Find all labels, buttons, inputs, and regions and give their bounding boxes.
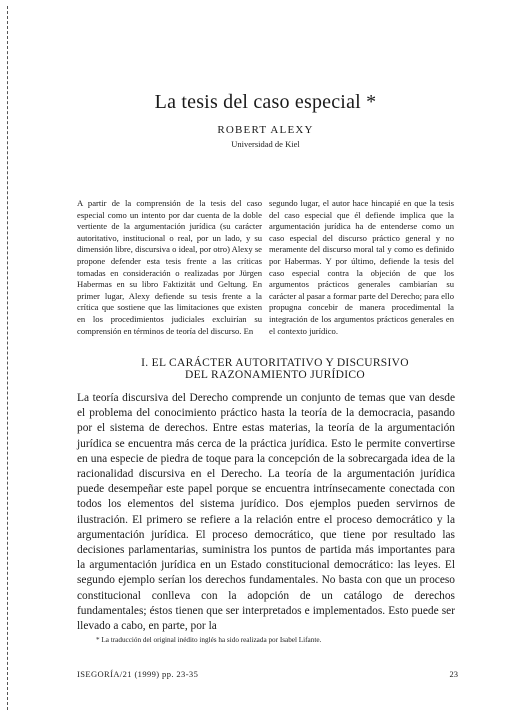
section-heading-line-2: DEL RAZONAMIENTO JURÍDICO xyxy=(185,369,365,381)
section-body-text: La teoría discursiva del Derecho comprende un conjunto de temas que van desde el problema del conocimiento práctico hasta la teoría de la democracia, pasando por el sistema de derechos. Entre estas materias, la teoría de la argumentación jurídica se encuentra más cerca de la práctica jurídica. Esto le permite convertirse en una especie de piedra de toque para la concepción de la sobrecargada idea de la racionalidad discursiva en el Derecho. La teoría de la argumentación jurídica puede desempeñar este papel porque se encuentra intrínsecamente conectada con todos los elementos del sistema jurídico. Dos ejemplos pueden servirnos de ilustración. El primero se refiere a la relación entre el proceso democrático y la argumentación jurídica. El proceso democrático, que tiene por resultado las decisiones parlamentarias, suministra los puntos de partida más importantes para la argumentación jurídica en un Estado constitucional democrático: las leyes. El segundo ejemplo serían los derechos fundamentales. No basta con que un proceso constitucional conlleva con la adopción de un catálogo de derechos fundamentales; éstos tienen que ser interpretados e implementados. Esto puede ser llevado a cabo, en parte, por la xyxy=(77,392,455,633)
author-affiliation: Universidad de Kiel xyxy=(231,139,300,149)
abstract-right-column: segundo lugar, el autor hace hincapié en que la tesis del caso especial que él defiende implica que la argumentación jurídica ha de entenderse como un caso especial del discurso práctico general y no meramente del discurso moral tal y como es definido por Habermas. Y por último, defiende la tesis del caso especial contra la objeción de que los argumentos prácticos generales cambiarían su carácter al pasar a formar parte del Derecho; para ello propugna concebir de manera procedimental la integración de los argumentos prácticos generales en el contexto jurídico. xyxy=(269,198,454,336)
journal-citation: ISEGORÍA/21 (1999) pp. 23-35 xyxy=(77,669,199,679)
section-heading xyxy=(90,357,460,381)
section-heading-line-1: I. EL CARÁCTER AUTORITATIVO Y DISCURSIVO xyxy=(141,357,409,369)
page-number: 23 xyxy=(449,669,458,679)
author-name: ROBERT ALEXY xyxy=(217,124,314,136)
footnote: * La traducción del original inédito inglés ha sido realizada por Isabel Lifante. xyxy=(96,636,322,644)
article-title: La tesis del caso especial * xyxy=(154,91,377,113)
abstract-left-column: A partir de la comprensión de la tesis del caso especial como un intento por dar cuenta de la doble vertiente de la argumentación jurídica (su carácter autoritativo, institucional o real, por un lado, y su dimensión libre, discursiva o ideal, por otro) Alexy se propone defender esta tesis frente a las críticas tomadas en consideración o realizadas por Jürgen Habermas en su libro Faktizität und Geltung. En primer lugar, Alexy defiende su tesis frente a la crítica que sostiene que las limitaciones que existen en los procedimientos judiciales excluirían su comprensión en términos de teoría del discurso. En xyxy=(77,198,262,336)
